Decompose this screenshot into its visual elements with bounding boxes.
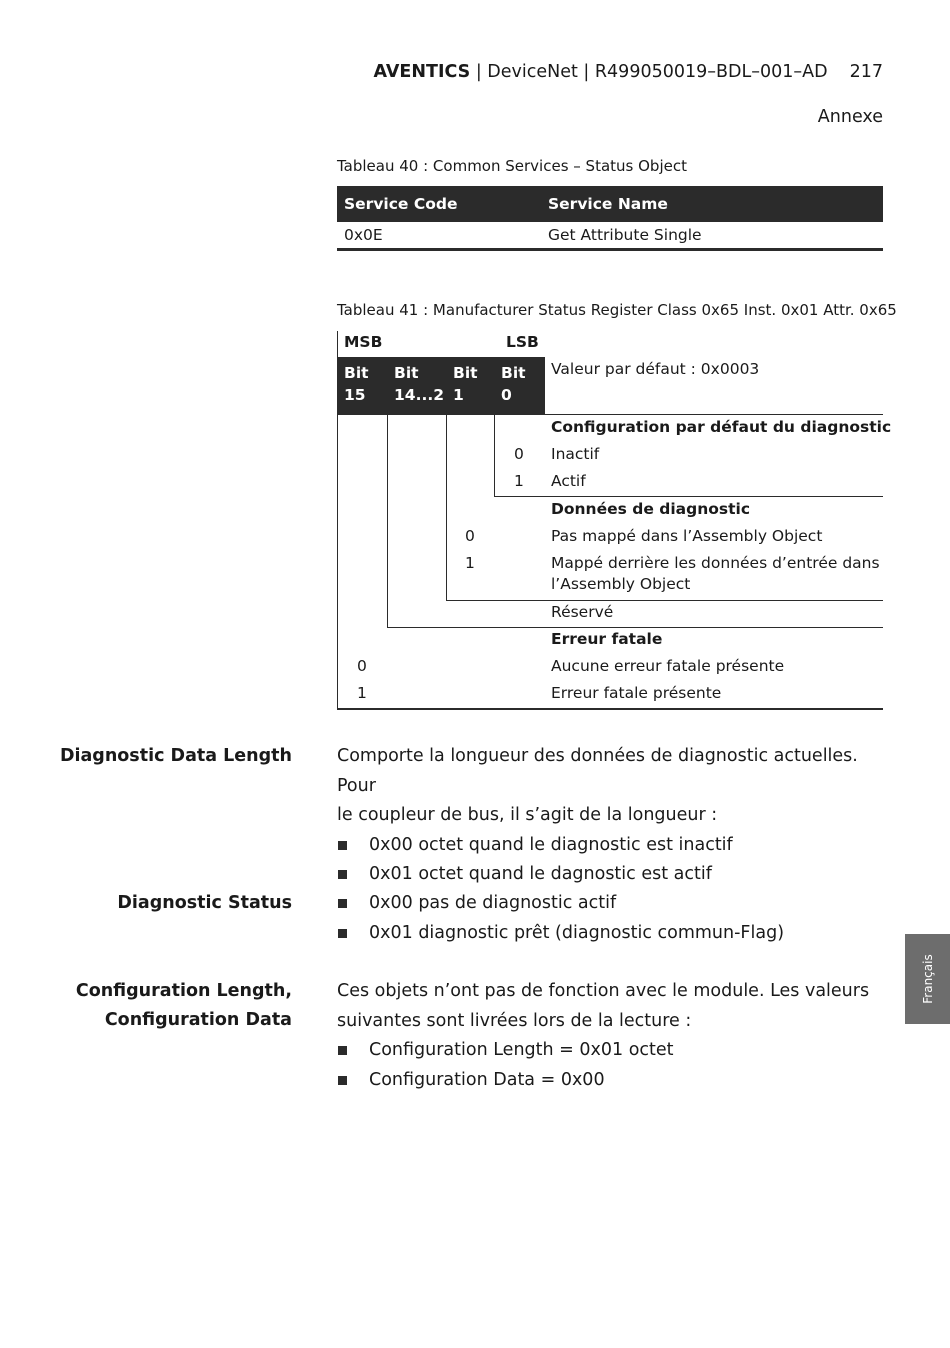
msb-label: MSB (344, 333, 383, 351)
list-item: Configuration Data = 0x00 (337, 1066, 883, 1096)
list-item: 0x01 diagnostic prêt (diagnostic commun-Flag) (337, 919, 883, 949)
bit15-value: 0 (357, 657, 367, 675)
list-item: 0x00 octet quand le diagnostic est inactif (337, 831, 883, 861)
divider (337, 331, 338, 710)
bullet-square-icon (338, 870, 347, 879)
divider (494, 496, 883, 497)
bit15-desc: Erreur fatale présente (551, 684, 722, 702)
bit0-header: Bit 0 (501, 364, 526, 404)
header-separator: | (577, 62, 595, 82)
bit15-header: Bit 15 (344, 364, 369, 404)
product-name: DeviceNet (487, 62, 578, 82)
diag-length-label: Diagnostic Data Length (59, 746, 292, 766)
bit0-value: 1 (514, 472, 524, 490)
table41-caption: Tableau 41 : Manufacturer Status Register Class 0x65 Inst. 0x01 Attr. 0x65 (337, 301, 897, 319)
bullet-square-icon (338, 929, 347, 938)
section-title: Annexe (817, 107, 883, 127)
bit15-desc: Aucune erreur fatale présente (551, 657, 785, 675)
table40-caption: Tableau 40 : Common Services – Status Object (337, 157, 687, 175)
list-item: Configuration Length = 0x01 octet (337, 1036, 883, 1066)
reserved-desc: Réservé (551, 603, 614, 621)
bullet-square-icon (338, 1076, 347, 1085)
bullet-square-icon (338, 841, 347, 850)
lsb-label: LSB (506, 333, 539, 351)
config-label: Configuration Length, Configuration Data (75, 981, 292, 1030)
table-row (337, 222, 883, 250)
service-name-cell: Get Attribute Single (541, 222, 883, 250)
column-header: Service Code (337, 186, 541, 222)
paragraph-line: suivantes sont livrées lors de la lecture : (337, 1010, 692, 1031)
language-tab-label: Français (920, 954, 935, 1004)
bit0-title: Configuration par défaut du diagnostic (551, 418, 892, 436)
config-body (337, 977, 883, 1095)
bit15-title: Erreur fatale (551, 630, 663, 648)
divider (337, 708, 883, 710)
list-item: 0x01 octet quand le dagnostic est actif (337, 860, 883, 890)
divider (446, 600, 883, 601)
bit0-desc: Actif (551, 472, 586, 490)
bullet-square-icon (338, 1046, 347, 1055)
status-register-diagram (337, 331, 892, 710)
header-separator: | (470, 62, 488, 82)
bit1-desc: Pas mappé dans l’Assembly Object (551, 527, 823, 545)
bit1-desc: Mappé derrière les données d’entrée dans (551, 554, 880, 572)
service-code-cell: 0x0E (337, 222, 541, 250)
column-header: Service Name (541, 186, 883, 222)
bit1-value: 1 (465, 554, 475, 572)
diag-length-body (337, 742, 883, 890)
bit0-desc: Inactif (551, 445, 600, 463)
diag-status-body (337, 889, 883, 948)
bit14-2-header: Bit 14...2 (394, 364, 445, 404)
divider (446, 415, 447, 601)
paragraph-line: Ces objets n’ont pas de fonction avec le module. Les valeurs (337, 981, 870, 1001)
running-header (374, 62, 883, 82)
divider (387, 415, 388, 628)
language-tab (905, 934, 950, 1024)
page-number: 217 (849, 62, 883, 82)
bit1-desc: l’Assembly Object (551, 575, 691, 593)
brand-name: AVENTICS (373, 62, 471, 82)
bit1-value: 0 (465, 527, 475, 545)
bit0-value: 0 (514, 445, 524, 463)
paragraph-line: Comporte la longueur des données de diagnostic actuelles. Pour (337, 746, 858, 796)
default-value: Valeur par défaut : 0x0003 (551, 360, 760, 378)
divider (494, 415, 495, 497)
list-item: 0x00 pas de diagnostic actif (337, 889, 883, 919)
bit15-value: 1 (357, 684, 367, 702)
document-id: R499050019–BDL–001–AD (594, 62, 828, 82)
common-services-table (337, 186, 883, 251)
divider (545, 414, 883, 415)
bit1-header: Bit 1 (453, 364, 478, 404)
diag-status-label: Diagnostic Status (117, 893, 292, 913)
bit1-title: Données de diagnostic (551, 500, 751, 518)
divider (387, 627, 883, 628)
paragraph-line: le coupleur de bus, il s’agit de la longueur : (337, 805, 718, 825)
bullet-square-icon (338, 899, 347, 908)
